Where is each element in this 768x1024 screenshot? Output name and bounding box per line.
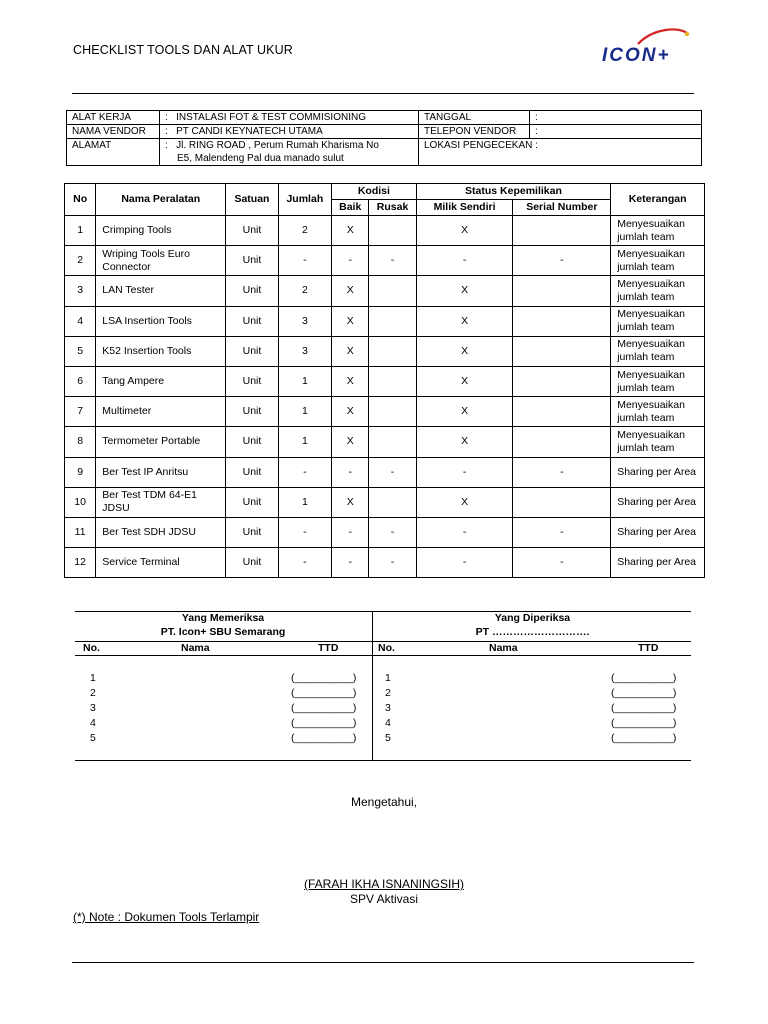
row-serial-number: - [513, 457, 611, 487]
signatory-number: 5 [90, 732, 96, 744]
row-rusak: - [369, 517, 416, 547]
row-satuan: Unit [226, 366, 278, 396]
lokasi-label: LOKASI PENGECEKAN : [419, 139, 702, 166]
header-baik: Baik [332, 200, 369, 216]
row-satuan: Unit [226, 427, 278, 457]
row-milik-sendiri: - [416, 548, 513, 578]
row-milik-sendiri: X [416, 216, 513, 246]
alamat-value: : Jl. RING ROAD , Perum Rumah Kharisma No E5, Malendeng Pal dua manado sulut [160, 139, 419, 166]
row-satuan: Unit [226, 487, 278, 517]
row-jumlah: 2 [278, 216, 331, 246]
table-row [65, 366, 705, 396]
row-keterangan: Menyesuaikan jumlah team [611, 216, 705, 246]
row-keterangan: Menyesuaikan jumlah team [611, 366, 705, 396]
row-jumlah: 2 [278, 276, 331, 306]
row-baik: X [332, 366, 369, 396]
row-baik: X [332, 336, 369, 366]
table-row [65, 276, 705, 306]
alamat-label: ALAMAT [67, 139, 160, 166]
diperiksa-company: PT ………………………. [475, 626, 590, 638]
row-milik-sendiri: X [416, 427, 513, 457]
vendor-info-table [66, 110, 702, 166]
ttd-blank: (__________) [291, 672, 357, 684]
ttd-blank: (__________) [611, 717, 677, 729]
row-satuan: Unit [226, 276, 278, 306]
ttd-blank: (__________) [291, 732, 357, 744]
tanggal-value: : [530, 111, 702, 125]
table-row [65, 427, 705, 457]
row-tool-name: Tang Ampere [96, 366, 226, 396]
row-serial-number [513, 336, 611, 366]
header-no: No [65, 184, 96, 216]
pemeriksa-title: Yang Memeriksa [181, 612, 265, 624]
signatory-number: 1 [385, 672, 391, 684]
row-keterangan: Menyesuaikan jumlah team [611, 306, 705, 336]
telepon-value: : [530, 125, 702, 139]
row-baik: - [332, 548, 369, 578]
row-jumlah: - [278, 246, 331, 276]
row-no: 3 [65, 276, 96, 306]
pemeriksa-ttd-blanks [291, 671, 356, 746]
ttd-blank: (__________) [291, 702, 357, 714]
ttd-blank: (__________) [611, 702, 677, 714]
row-keterangan: Menyesuaikan jumlah team [611, 336, 705, 366]
signatory-number: 4 [385, 717, 391, 729]
row-rusak [369, 487, 416, 517]
row-milik-sendiri: X [416, 306, 513, 336]
approver-position: SPV Aktivasi [349, 892, 419, 906]
row-keterangan: Menyesuaikan jumlah team [611, 276, 705, 306]
diperiksa-col-ttd: TTD [638, 642, 659, 654]
table-row [65, 216, 705, 246]
row-tool-name: LAN Tester [96, 276, 226, 306]
table-row [65, 517, 705, 547]
table-row [65, 548, 705, 578]
diperiksa-panel [372, 611, 692, 760]
row-tool-name: LSA Insertion Tools [96, 306, 226, 336]
ttd-blank: (__________) [611, 672, 677, 684]
header-keterangan: Keterangan [611, 184, 705, 216]
row-no: 6 [65, 366, 96, 396]
diperiksa-col-no: No. [378, 642, 395, 654]
row-milik-sendiri: X [416, 397, 513, 427]
svg-text:ICON+: ICON+ [602, 45, 671, 66]
row-serial-number: - [513, 548, 611, 578]
footer-divider [72, 962, 694, 963]
pemeriksa-col-ttd: TTD [318, 642, 339, 654]
row-serial-number: - [513, 517, 611, 547]
row-satuan: Unit [226, 246, 278, 276]
row-tool-name: Multimeter [96, 397, 226, 427]
row-rusak [369, 216, 416, 246]
alat-kerja-value: : INSTALASI FOT & TEST COMMISIONING [160, 111, 419, 125]
row-rusak: - [369, 548, 416, 578]
row-keterangan: Menyesuaikan jumlah team [611, 427, 705, 457]
row-tool-name: Ber Test TDM 64-E1 JDSU [96, 487, 226, 517]
table-row [65, 306, 705, 336]
pemeriksa-numbers [90, 671, 96, 746]
signature-colhead-rule [75, 655, 691, 656]
row-baik: - [332, 517, 369, 547]
header-status-kepemilikan: Status Kepemilikan [416, 184, 611, 200]
row-no: 7 [65, 397, 96, 427]
header-rusak: Rusak [369, 200, 416, 216]
signature-header-rule [75, 641, 691, 642]
row-keterangan: Sharing per Area [611, 517, 705, 547]
row-keterangan: Menyesuaikan jumlah team [611, 246, 705, 276]
row-jumlah: 3 [278, 336, 331, 366]
approver-name: (FARAH IKHA ISNANINGSIH) [303, 877, 465, 891]
row-baik: X [332, 427, 369, 457]
document-title: CHECKLIST TOOLS DAN ALAT UKUR [73, 43, 293, 57]
row-satuan: Unit [226, 548, 278, 578]
telepon-label: TELEPON VENDOR [419, 125, 530, 139]
table-row [65, 397, 705, 427]
row-satuan: Unit [226, 216, 278, 246]
icon-plus-logo [598, 22, 698, 72]
row-milik-sendiri: - [416, 517, 513, 547]
signatory-number: 2 [90, 687, 96, 699]
pemeriksa-panel [75, 611, 371, 760]
row-tool-name: Termometer Portable [96, 427, 226, 457]
row-tool-name: Service Terminal [96, 548, 226, 578]
ttd-blank: (__________) [611, 687, 677, 699]
row-rusak [369, 397, 416, 427]
row-milik-sendiri: - [416, 246, 513, 276]
row-serial-number [513, 397, 611, 427]
row-milik-sendiri: X [416, 336, 513, 366]
mengetahui-label: Mengetahui, [350, 795, 418, 809]
row-no: 11 [65, 517, 96, 547]
header-satuan: Satuan [226, 184, 278, 216]
row-satuan: Unit [226, 517, 278, 547]
row-no: 1 [65, 216, 96, 246]
ttd-blank: (__________) [291, 717, 357, 729]
row-rusak [369, 306, 416, 336]
row-baik: X [332, 306, 369, 336]
row-milik-sendiri: X [416, 276, 513, 306]
header-serial-number: Serial Number [513, 200, 611, 216]
row-rusak [369, 336, 416, 366]
diperiksa-numbers [385, 671, 391, 746]
header-nama-peralatan: Nama Peralatan [96, 184, 226, 216]
table-row [65, 457, 705, 487]
row-serial-number: - [513, 246, 611, 276]
row-jumlah: 1 [278, 366, 331, 396]
table-row [65, 246, 705, 276]
row-rusak [369, 427, 416, 457]
row-satuan: Unit [226, 336, 278, 366]
row-baik: X [332, 397, 369, 427]
row-satuan: Unit [226, 306, 278, 336]
signatory-number: 1 [90, 672, 96, 684]
signatory-number: 4 [90, 717, 96, 729]
ttd-blank: (__________) [291, 687, 357, 699]
signatory-number: 5 [385, 732, 391, 744]
row-rusak [369, 276, 416, 306]
tools-checklist-table [64, 183, 705, 578]
row-keterangan: Menyesuaikan jumlah team [611, 397, 705, 427]
row-no: 4 [65, 306, 96, 336]
row-keterangan: Sharing per Area [611, 487, 705, 517]
row-serial-number [513, 306, 611, 336]
table-row [65, 487, 705, 517]
row-no: 8 [65, 427, 96, 457]
table-row [65, 336, 705, 366]
row-jumlah: - [278, 457, 331, 487]
footnote: (*) Note : Dokumen Tools Terlampir [73, 910, 260, 924]
row-baik: X [332, 487, 369, 517]
row-no: 12 [65, 548, 96, 578]
row-tool-name: Ber Test IP Anritsu [96, 457, 226, 487]
nama-vendor-value: : PT CANDI KEYNATECH UTAMA [160, 125, 419, 139]
row-rusak [369, 366, 416, 396]
row-rusak: - [369, 246, 416, 276]
row-jumlah: 1 [278, 487, 331, 517]
nama-vendor-label: NAMA VENDOR [67, 125, 160, 139]
row-keterangan: Sharing per Area [611, 457, 705, 487]
row-tool-name: Wriping Tools Euro Connector [96, 246, 226, 276]
row-serial-number [513, 366, 611, 396]
row-serial-number [513, 427, 611, 457]
signatory-number: 2 [385, 687, 391, 699]
row-milik-sendiri: - [416, 457, 513, 487]
row-jumlah: 1 [278, 427, 331, 457]
header-kodisi: Kodisi [332, 184, 417, 200]
header-jumlah: Jumlah [278, 184, 331, 216]
row-serial-number [513, 487, 611, 517]
row-serial-number [513, 216, 611, 246]
row-serial-number [513, 276, 611, 306]
row-baik: - [332, 457, 369, 487]
row-jumlah: 1 [278, 397, 331, 427]
row-baik: - [332, 246, 369, 276]
diperiksa-ttd-blanks [611, 671, 676, 746]
signatory-number: 3 [90, 702, 96, 714]
row-rusak: - [369, 457, 416, 487]
signatory-number: 3 [385, 702, 391, 714]
alat-kerja-label: ALAT KERJA [67, 111, 160, 125]
pemeriksa-company: PT. Icon+ SBU Semarang [160, 626, 286, 638]
row-milik-sendiri: X [416, 366, 513, 396]
row-no: 9 [65, 457, 96, 487]
row-keterangan: Sharing per Area [611, 548, 705, 578]
row-no: 5 [65, 336, 96, 366]
row-tool-name: Crimping Tools [96, 216, 226, 246]
row-jumlah: - [278, 548, 331, 578]
row-tool-name: Ber Test SDH JDSU [96, 517, 226, 547]
row-baik: X [332, 216, 369, 246]
row-tool-name: K52 Insertion Tools [96, 336, 226, 366]
header-divider [72, 93, 694, 94]
signature-bottom-rule [75, 760, 691, 761]
pemeriksa-col-nama: Nama [181, 642, 210, 654]
row-no: 2 [65, 246, 96, 276]
row-satuan: Unit [226, 397, 278, 427]
header-milik-sendiri: Milik Sendiri [416, 200, 513, 216]
diperiksa-title: Yang Diperiksa [494, 612, 571, 624]
ttd-blank: (__________) [611, 732, 677, 744]
pemeriksa-col-no: No. [83, 642, 100, 654]
row-jumlah: - [278, 517, 331, 547]
row-milik-sendiri: X [416, 487, 513, 517]
row-no: 10 [65, 487, 96, 517]
row-satuan: Unit [226, 457, 278, 487]
row-jumlah: 3 [278, 306, 331, 336]
tanggal-label: TANGGAL [419, 111, 530, 125]
row-baik: X [332, 276, 369, 306]
diperiksa-col-nama: Nama [489, 642, 518, 654]
